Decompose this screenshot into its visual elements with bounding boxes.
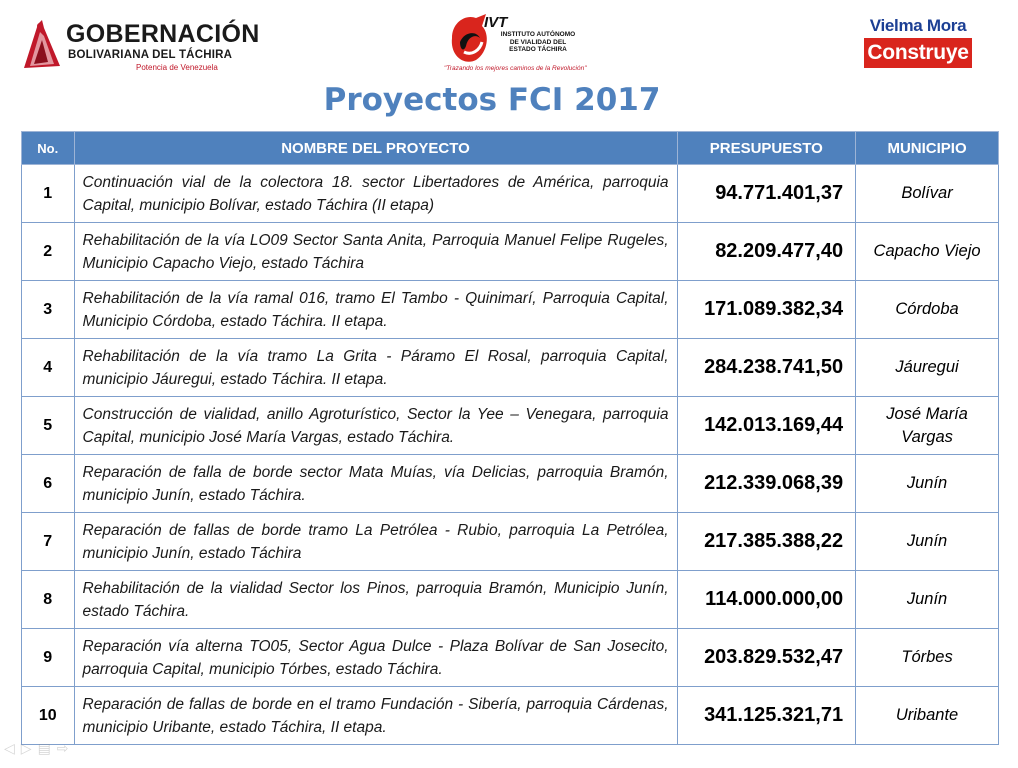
row-number: 6: [22, 455, 75, 513]
slideshow-controls: [4, 738, 69, 760]
row-number: 2: [22, 223, 75, 281]
table-row: [22, 571, 999, 629]
table-row: [22, 165, 999, 223]
header-no: No.: [22, 132, 75, 165]
project-municipality: Jáuregui: [856, 339, 999, 397]
ivt-title: IVT: [484, 14, 508, 31]
project-municipality: Junín: [856, 513, 999, 571]
table-row: [22, 455, 999, 513]
project-name: Reparación de falla de borde sector Mata Muías, vía Delicias, parroquia Bramón, municipio Junín, estado Táchira.: [74, 455, 677, 513]
project-name: Rehabilitación de la vía tramo La Grita - Páramo El Rosal, parroquia Capital, municipio Jáuregui, estado Táchira. II etapa.: [74, 339, 677, 397]
project-name: Continuación vial de la colectora 18. sector Libertadores de América, parroquia Capital, municipio Bolívar, estado Táchira (II etapa): [74, 165, 677, 223]
ivt-logo: [440, 12, 587, 76]
slide-menu-icon[interactable]: ▤: [37, 741, 51, 757]
table-row: [22, 339, 999, 397]
row-number: 1: [22, 165, 75, 223]
project-name: Rehabilitación de la vialidad Sector los Pinos, parroquia Bramón, Municipio Junín, estado Táchira.: [74, 571, 677, 629]
header-budget: PRESUPUESTO: [677, 132, 856, 165]
gobernacion-emblem-icon: [20, 18, 64, 72]
table-row: [22, 281, 999, 339]
prev-slide-icon[interactable]: ◁: [4, 741, 15, 757]
projects-table: [21, 131, 999, 745]
gobernacion-logo: [20, 14, 260, 74]
project-municipality: Junín: [856, 455, 999, 513]
project-budget: 114.000.000,00: [677, 571, 856, 629]
page-title: Proyectos FCI 2017: [323, 82, 661, 118]
table-row: [22, 397, 999, 455]
gobernacion-tagline: Potencia de Venezuela: [136, 63, 218, 72]
row-number: 7: [22, 513, 75, 571]
project-municipality: José María Vargas: [856, 397, 999, 455]
ivt-subtitle: INSTITUTO AUTÓNOMO DE VIALIDAD DEL ESTADO TÁCHIRA: [500, 31, 576, 53]
gobernacion-line1: GOBERNACIÓN: [66, 20, 260, 48]
table-row: [22, 513, 999, 571]
row-number: 8: [22, 571, 75, 629]
project-budget: 212.339.068,39: [677, 455, 856, 513]
project-municipality: Capacho Viejo: [856, 223, 999, 281]
project-budget: 341.125.321,71: [677, 687, 856, 745]
row-number: 10: [22, 687, 75, 745]
project-name: Rehabilitación de la vía LO09 Sector Santa Anita, Parroquia Manuel Felipe Rugeles, Municipio Capacho Viejo, estado Táchira: [74, 223, 677, 281]
vielma-mora-logo: [864, 16, 974, 70]
project-budget: 284.238.741,50: [677, 339, 856, 397]
table-row: [22, 687, 999, 745]
project-budget: 203.829.532,47: [677, 629, 856, 687]
header-municipality: MUNICIPIO: [856, 132, 999, 165]
project-municipality: Junín: [856, 571, 999, 629]
end-show-icon[interactable]: ⇨: [56, 741, 69, 757]
next-slide-icon[interactable]: ▷: [20, 741, 32, 757]
project-budget: 171.089.382,34: [677, 281, 856, 339]
row-number: 3: [22, 281, 75, 339]
ivt-slogan: "Trazando los mejores caminos de la Revolución": [444, 65, 587, 72]
project-budget: 217.385.388,22: [677, 513, 856, 571]
project-municipality: Uribante: [856, 687, 999, 745]
table-row: [22, 223, 999, 281]
project-name: Construcción de vialidad, anillo Agroturístico, Sector la Yee – Venegara, parroquia Capital, municipio José María Vargas, estado Táchira.: [74, 397, 677, 455]
project-municipality: Córdoba: [856, 281, 999, 339]
project-name: Reparación vía alterna TO05, Sector Agua Dulce - Plaza Bolívar de San Josecito, parroquia Capital, municipio Tórbes, estado Táchira.: [74, 629, 677, 687]
vielma-mora-text: Vielma Mora: [869, 16, 967, 35]
project-budget: 82.209.477,40: [677, 223, 856, 281]
project-budget: 94.771.401,37: [677, 165, 856, 223]
table-row: [22, 629, 999, 687]
gobernacion-line2: BOLIVARIANA DEL TÁCHIRA: [68, 49, 233, 61]
header-project-name: NOMBRE DEL PROYECTO: [74, 132, 677, 165]
row-number: 5: [22, 397, 75, 455]
project-municipality: Tórbes: [856, 629, 999, 687]
project-name: Rehabilitación de la vía ramal 016, tramo El Tambo - Quinimarí, Parroquia Capital, Municipio Córdoba, estado Táchira. II etapa.: [74, 281, 677, 339]
construye-text: Construye: [864, 38, 972, 68]
project-name: Reparación de fallas de borde en el tramo Fundación - Sibería, parroquia Cárdenas, municipio Uribante, estado Táchira, II etapa.: [74, 687, 677, 745]
project-name: Reparación de fallas de borde tramo La Petrólea - Rubio, parroquia La Petrólea, municipio Junín, estado Táchira: [74, 513, 677, 571]
row-number: 4: [22, 339, 75, 397]
project-municipality: Bolívar: [856, 165, 999, 223]
row-number: 9: [22, 629, 75, 687]
project-budget: 142.013.169,44: [677, 397, 856, 455]
table-header-row: [22, 132, 999, 165]
